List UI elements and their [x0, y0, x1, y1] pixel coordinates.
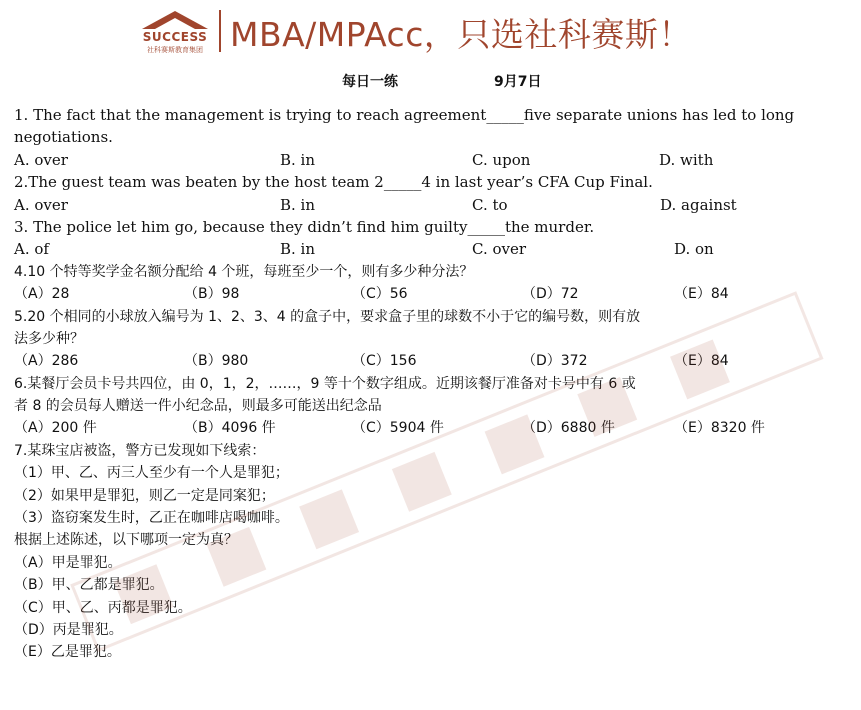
- q7-option-b: （B）甲、乙都是罪犯。: [14, 577, 164, 594]
- q5-option-a: （A）286: [14, 353, 79, 370]
- q4-stem-line-1: 4.10 个特等奖学金名额分配给 4 个班，每班至少一个，则有多少种分法？: [14, 263, 474, 280]
- q4-option-d: （D）72: [522, 286, 579, 303]
- q1-option-d: D. with: [659, 150, 714, 169]
- q4-option-e: （E）84: [674, 286, 729, 303]
- q2-option-d: D. against: [660, 195, 737, 214]
- q5-option-b: （B）980: [184, 353, 249, 370]
- page-title: [0, 71, 861, 97]
- logo-subtext: 社科赛斯教育集团: [147, 46, 203, 54]
- q7-option-c: （C）甲、乙、丙都是罪犯。: [14, 599, 192, 616]
- q3-stem-line-1: 3. The police let him go, because they didn’t find him guilty_____the murder.: [14, 217, 595, 236]
- q6-stem-line-2: 者 8 的会员每人赠送一件小纪念品，则最多可能送出纪念品: [14, 398, 382, 415]
- q2-options: [14, 194, 854, 216]
- q3-option-a: A. of: [14, 240, 49, 259]
- logo-text: SUCCESS: [142, 30, 208, 44]
- q6-option-d: （D）6880 件: [522, 420, 615, 437]
- q4-options: [14, 283, 854, 305]
- q7-option-a: （A）甲是罪犯。: [14, 554, 122, 571]
- q6-option-b: （B）4096 件: [184, 420, 276, 437]
- q6-option-c: （C）5904 件: [352, 420, 444, 437]
- title-daily-practice: 每日一练: [342, 74, 398, 90]
- q7-clue-2: （2）如果甲是罪犯，则乙一定是同案犯；: [14, 487, 275, 504]
- q2-option-b: B. in: [280, 195, 316, 214]
- header-divider: [219, 10, 221, 52]
- q3-option-c: C. over: [472, 240, 527, 259]
- q3-option-b: B. in: [280, 240, 316, 259]
- q1-stem-line-2: negotiations.: [14, 128, 113, 147]
- q7-option-e: （E）乙是罪犯。: [14, 644, 121, 661]
- q5-option-e: （E）84: [674, 353, 729, 370]
- q7-clue-1: （1）甲、乙、丙三人至少有一个人是罪犯；: [14, 465, 289, 482]
- q4-option-a: （A）28: [14, 286, 70, 303]
- success-logo: [134, 8, 216, 54]
- q6-stem-line-1: 6.某餐厅会员卡号共四位，由 0，1，2，……，9 等十个数字组成。近期该餐厅准备对卡号中有 6 或: [14, 375, 636, 392]
- roof-logo-icon: [140, 10, 210, 30]
- q4-option-b: （B）98: [184, 286, 240, 303]
- slogan: MBA/MPAcc，只选社科赛斯！: [230, 15, 692, 54]
- q2-option-a: A. over: [14, 195, 68, 214]
- q7-question: 根据上述陈述，以下哪项一定为真？: [14, 532, 238, 549]
- q6-options: [14, 417, 854, 439]
- q5-option-c: （C）156: [352, 353, 417, 370]
- q7-stem-line-1: 7.某珠宝店被盗，警方已发现如下线索：: [14, 442, 266, 459]
- q5-options: [14, 350, 854, 372]
- q5-option-d: （D）372: [522, 353, 588, 370]
- q2-option-c: C. to: [472, 195, 508, 214]
- q7-option-d: （D）丙是罪犯。: [14, 621, 123, 638]
- q6-option-e: （E）8320 件: [674, 420, 765, 437]
- question-list: [14, 104, 854, 664]
- q1-option-a: A. over: [14, 150, 68, 169]
- q4-option-c: （C）56: [352, 286, 408, 303]
- q3-option-d: D. on: [674, 240, 714, 259]
- q7-clue-3: （3）盗窃案发生时，乙正在咖啡店喝咖啡。: [14, 510, 289, 527]
- title-date: 9月7日: [494, 74, 542, 90]
- q1-options: [14, 149, 854, 171]
- q1-stem-line-1: 1. The fact that the management is trying to reach agreement_____five separate unions has led to long: [14, 106, 795, 124]
- q1-option-b: B. in: [280, 150, 316, 169]
- q1-option-c: C. upon: [472, 150, 531, 169]
- q5-stem-line-2: 法多少种？: [14, 330, 84, 347]
- q2-stem-line-1: 2.The guest team was beaten by the host team 2_____4 in last year’s CFA Cup Final.: [14, 173, 653, 192]
- q6-option-a: （A）200 件: [14, 420, 97, 437]
- q3-options: [14, 238, 854, 260]
- q5-stem-line-1: 5.20 个相同的小球放入编号为 1、2、3、4 的盒子中，要求盒子里的球数不小于它的编号数，则有放: [14, 308, 641, 325]
- header: [0, 0, 861, 62]
